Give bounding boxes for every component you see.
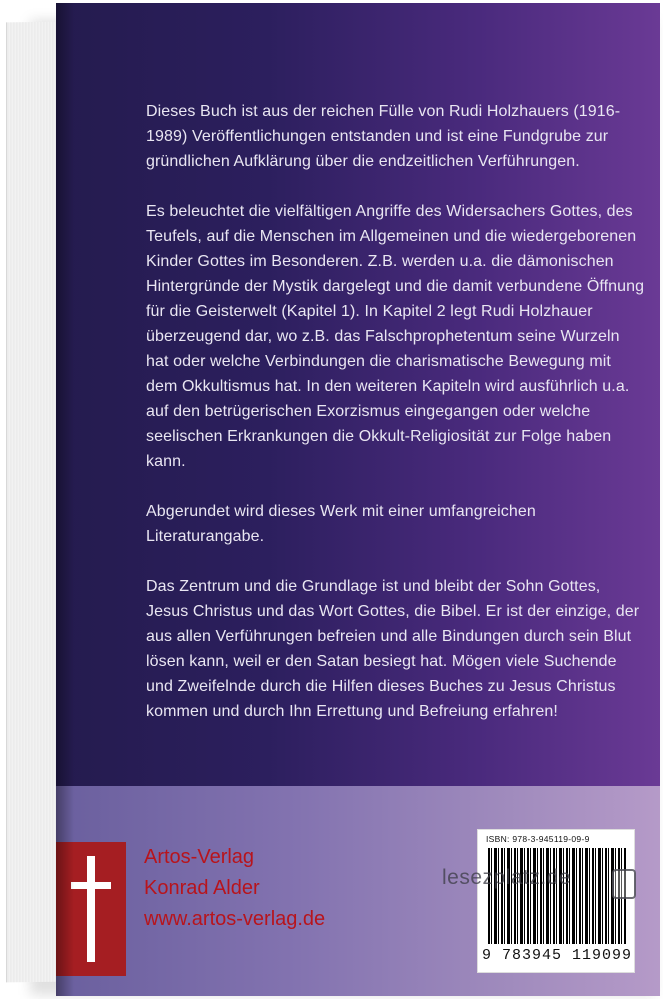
isbn-barcode (477, 829, 635, 973)
book-back-cover (56, 3, 660, 996)
publisher-website: www.artos-verlag.de (144, 908, 326, 930)
blurb-paragraph-2: Es beleuchtet die vielfältigen Angriffe des Widersachers Gottes, des Teufels, auf die Menschen im Allgemeinen und die wiedergeborenen Kinder Gottes im Besonderen. Z.B. werden u.a. die dämonischen Hintergründe der Mystik dargelegt und die damit verbundene Öffnung für die Geisterwelt (Kapitel 1). In Kapitel 2 legt Rudi Holzhauer überzeugend dar, wo z.B. das Falschprophetentum seine Wurzeln hat oder welche Verbindungen die charismatische Bewegung mit dem Okkultismus hat. In den weiteren Kapiteln wird ausführlich u.a. auf den betrügerischen Exorzismus eingegangen oder welche seelischen Erkrankungen die Okkult-Religiosität zur Folge haben kann. (146, 203, 645, 470)
blurb-text (146, 99, 646, 749)
blurb-paragraph-3: Abgerundet wird dieses Werk mit einer umfangreichen Literaturangabe. (146, 503, 536, 545)
watermark-text: lesezplatz.de (442, 866, 572, 889)
isbn-label: ISBN: 978-3-945119-09-9 (486, 834, 590, 844)
publisher-person: Konrad Alder (144, 877, 260, 899)
publisher-info (144, 842, 325, 935)
blurb-paragraph-1: Dieses Buch ist aus der reichen Fülle von Rudi Holzhauers (1916-1989) Veröffentlichungen entstanden und ist eine Fundgrube zur gründlichen Aufklärung über die endzeitlichen Verführungen. (146, 103, 621, 170)
cover-footer-band (56, 786, 660, 996)
barcode-bars (488, 848, 626, 944)
watermark-book-icon (612, 869, 636, 899)
publisher-logo (56, 842, 126, 976)
ean-digits: 9 783945 119099 (482, 947, 633, 964)
publisher-name: Artos-Verlag (144, 846, 255, 868)
blurb-paragraph-4: Das Zentrum und die Grundlage ist und bleibt der Sohn Gottes, Jesus Christus und das Wort Gottes, die Bibel. Er ist der einzige, der aus allen Verführungen befreien und alle Bindungen durch sein Blut lösen kann, weil er den Satan besiegt hat. Mögen viele Suchende und Zweifelnde durch die Hilfen dieses Buches zu Jesus Christus kommen und durch Ihn Errettung und Befreiung erfahren! (146, 578, 640, 720)
